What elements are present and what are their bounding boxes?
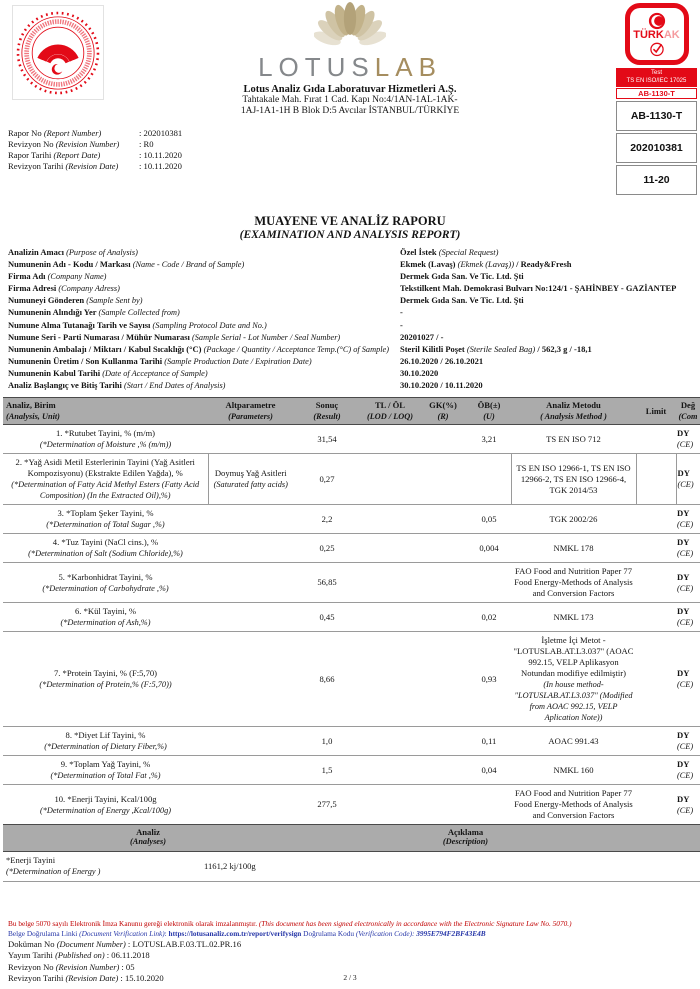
sample-info-value <box>400 355 700 367</box>
report-meta-row <box>8 139 700 150</box>
text-segment: Steril Kilitli Poşet <box>400 343 467 354</box>
ministry-seal <box>12 5 104 100</box>
text-segment: Dermek Gıda San. Ve Tic. Ltd. Şti <box>400 271 524 282</box>
analysis-lod-cell <box>361 632 419 727</box>
analysis-method-cell: TGK 2002/26 <box>511 505 636 534</box>
turkak-accreditation-block <box>616 3 697 195</box>
sample-info-label: Analizin Amacı (Purpose of Analysis) <box>8 247 138 257</box>
sample-info-value <box>400 294 700 306</box>
analysis-subparam-cell <box>208 756 293 785</box>
analysis-uncertainty-cell <box>467 454 511 505</box>
sample-info-label: Numunenin Ambalajı / Miktarı / Kabul Sıcaklığı (°C) (Package / Quantity / Acceptance Temp.(°C) of Sample) <box>8 343 389 354</box>
analysis-limit-cell <box>636 505 676 534</box>
report-title: MUAYENE VE ANALİZ RAPORU <box>254 214 446 228</box>
sample-info-value <box>400 343 700 355</box>
analysis-row <box>3 756 700 785</box>
document-meta-row: Revizyon No (Revision Number) : 05 <box>8 961 135 972</box>
report-code-boxes <box>616 101 697 195</box>
text-segment: (Verification Code): <box>355 929 415 938</box>
report-meta-row <box>8 150 700 161</box>
text-segment: 3995E794F2BF43E4B <box>416 929 486 938</box>
analysis-method-cell: FAO Food and Nutrition Paper 77 Food Energy-Methods of Analysis and Conversion Factors <box>511 785 636 825</box>
analysis-col-header: Analiz Metodu ( Analysis Method ) <box>511 398 636 425</box>
analysis-uncertainty-cell: 0,11 <box>467 727 511 756</box>
sample-info-value <box>400 246 700 258</box>
report-title-en: (EXAMINATION AND ANALYSIS REPORT) <box>239 229 461 241</box>
analysis-result-cell: 1,0 <box>293 727 361 756</box>
analysis-uncertainty-cell: 0,004 <box>467 534 511 563</box>
analysis-result-cell: 2,2 <box>293 505 361 534</box>
analysis-uncertainty-cell: 0,04 <box>467 756 511 785</box>
analysis-limit-cell <box>636 534 676 563</box>
analysis-result-cell: 0,27 <box>293 454 361 505</box>
report-meta-label: Revizyon Tarihi (Revision Date) <box>8 161 119 171</box>
analysis-col-header: Analiz, Birim (Analysis, Unit) <box>3 398 208 425</box>
text-segment: / 562,3 g / -18,1 <box>535 343 592 354</box>
analysis-name-cell: 9. *Toplam Yağ Tayini, % (*Determination of Total Fat ,%) <box>3 756 208 785</box>
analysis-subparam-cell <box>208 632 293 727</box>
analysis-subparam-cell: Doymuş Yağ Asitleri (Saturated fatty acids) <box>208 454 293 505</box>
report-meta-label: Revizyon No (Revision Number) <box>8 139 120 149</box>
analysis-lod-cell <box>361 727 419 756</box>
analysis-row <box>3 603 700 632</box>
sample-info-label: Numune Seri - Parti Numarası / Mühür Numarası (Sample Serial - Lot Number / Seal Number) <box>8 331 341 342</box>
text-segment: Ekmek (Lavaş) <box>400 259 458 270</box>
analysis-name-cell: 2. *Yağ Asidi Metil Esterlerinin Tayini (Yağ Asitleri Kompozisyonu) (Ekstrakte Edilen Yağda), % (*Determination of Fatty Acid Methyl Esters (Fatty Acid Composition) (In the Extracted Oil),%) <box>3 454 208 505</box>
analysis-eval-cell: DY (CE) <box>676 785 700 825</box>
analysis-col-header: Sonuç (Result) <box>293 398 361 425</box>
analysis-recovery-cell <box>419 785 467 825</box>
analysis-eval-cell: DY (CE) <box>677 428 694 450</box>
analysis-eval-cell: DY (CE) <box>676 505 700 534</box>
analysis-recovery-cell <box>419 756 467 785</box>
sample-info-label: Numunenin Adı - Kodu / Markası (Name - Code / Brand of Sample) <box>8 259 245 270</box>
analysis-col-header: Değ (Com <box>676 398 700 425</box>
analysis-method-cell: İşletme İçi Metot - "LOTUSLAB.AT.L3.037" (AOAC 992.15, VELP Aplikasyon Notundan modifiye edilmiştir) (In house method- "LOTUSLAB.AT.L3.037" (Modified from AOAC 992.15, VELP Aplication Note)) <box>511 632 636 727</box>
text-segment: Özel İstek <box>400 247 439 257</box>
analysis-name-cell: 5. *Karbonhidrat Tayini, % (*Determination of Carbohydrate ,%) <box>3 563 208 603</box>
analysis-row <box>3 785 700 825</box>
logo-word-lab: LAB <box>374 52 442 82</box>
analysis-uncertainty-cell <box>467 785 511 825</box>
analysis-result-cell: 277,5 <box>293 785 361 825</box>
logo-word-lotus: LOTUS <box>258 52 375 82</box>
sample-info-row <box>8 270 700 282</box>
report-meta-value: : 10.11.2020 <box>139 161 182 171</box>
text-segment: - <box>400 307 403 318</box>
analysis-lod-cell <box>361 785 419 825</box>
analysis-lod-cell <box>361 563 419 603</box>
company-address-line1: Tahtakale Mah. Fırat 1 Cad. Kapı No:4/1AN-1AL-1AK- <box>242 95 458 105</box>
analysis-method-cell: TS EN ISO 712 <box>546 433 601 444</box>
analysis-lod-cell <box>361 756 419 785</box>
sample-info-row <box>8 246 700 258</box>
analysis-name-cell: 4. *Tuz Tayini (NaCl cins.), % (*Determination of Salt (Sodium Chloride),%) <box>3 534 208 563</box>
analysis-subparam-cell <box>208 785 293 825</box>
report-meta <box>8 128 700 172</box>
text-segment: 20201027 / - <box>400 331 444 342</box>
turkak-wordmark: TÜRKAK <box>633 28 680 41</box>
sample-info-row <box>8 379 700 391</box>
text-segment: 30.10.2020 / 10.11.2020 <box>400 380 483 391</box>
analysis-row <box>3 727 700 756</box>
sample-info-value <box>400 319 700 331</box>
report-code-box: 202010381 <box>616 133 697 163</box>
analysis-name-cell: 7. *Protein Tayini, % (F:5,70) (*Determination of Protein,% (F:5,70)) <box>3 632 208 727</box>
analysis-subparam-cell <box>208 603 293 632</box>
report-meta-row <box>8 128 700 139</box>
report-code-box: 11-20 <box>616 165 697 195</box>
turkak-crescent-icon <box>648 12 666 30</box>
analysis-recovery-cell <box>419 727 467 756</box>
sample-info-label: Numune Alma Tutanağı Tarih ve Sayısı (Sampling Protocol Date and No.) <box>8 319 267 330</box>
report-meta-value: : R0 <box>139 139 154 149</box>
analysis-col-header: TL / ÖL (LOD / LOQ) <box>361 398 419 425</box>
sample-info-value <box>400 306 700 318</box>
analysis-method-cell: FAO Food and Nutrition Paper 77 Food Energy-Methods of Analysis and Conversion Factors <box>511 563 636 603</box>
analysis-recovery-cell <box>419 563 467 603</box>
sample-info-label: Numunenin Alındığı Yer (Sample Collected from) <box>8 307 180 318</box>
sample-info-value <box>400 367 700 379</box>
analysis-row <box>3 505 700 534</box>
notes-analysis-name: *Enerji Tayini (*Determination of Energy ) <box>6 855 101 877</box>
analysis-uncertainty-cell: 0,05 <box>467 505 511 534</box>
ministry-seal-icon <box>15 8 101 98</box>
sample-info-value <box>400 379 700 391</box>
analysis-recovery-cell <box>419 534 467 563</box>
text-segment: Tekstilkent Mah. Demokrasi Bulvarı No:124/1 - ŞAHİNBEY - GAZİANTEP <box>400 283 677 294</box>
analysis-limit-cell <box>636 632 676 727</box>
company-name: Lotus Analiz Gıda Laboratuvar Hizmetleri A.Ş. <box>243 84 457 95</box>
sample-info-value <box>400 258 700 270</box>
sample-info-label: Numuneyi Gönderen (Sample Sent by) <box>8 295 143 306</box>
text-segment: (Ekmek (Lavaş)) <box>457 259 515 270</box>
analysis-result-cell: 31,54 <box>317 433 337 444</box>
electronic-signature-note <box>8 919 572 928</box>
analysis-uncertainty-cell: 3,21 <box>481 433 497 444</box>
sample-info-label: Numunenin Üretim / Son Kullanma Tarihi (Sample Production Date / Expiration Date) <box>8 355 312 366</box>
company-address-line2: 1AJ-1A1-1H B Blok D:5 Avcılar İSTANBUL/TÜRKİYE <box>240 106 460 116</box>
text-segment: Dermek Gıda San. Ve Tic. Ltd. Şti <box>400 295 524 306</box>
report-meta-label: Rapor No (Report Number) <box>8 128 102 138</box>
text-segment: Belge Doğrulama Linki <box>8 929 80 938</box>
report-code-box: AB-1130-T <box>616 101 697 131</box>
analysis-method-cell: AOAC 991.43 <box>511 727 636 756</box>
analysis-eval-cell: DY (CE) <box>676 727 700 756</box>
text-segment: / Ready&Fresh <box>514 259 572 270</box>
sample-info-row <box>8 331 700 343</box>
analysis-result-cell: 0,25 <box>293 534 361 563</box>
notes-description: 1161,2 kj/100g <box>204 861 256 872</box>
notes-table-header <box>3 824 700 852</box>
report-meta-value: : 10.11.2020 <box>139 150 182 160</box>
text-segment: Doğrulama Kodu <box>301 929 356 938</box>
sample-info-row <box>8 343 700 355</box>
document-meta-row: Revizyon Tarihi (Revision Date) : 15.10.2020 <box>8 973 164 984</box>
analysis-recovery-cell <box>419 632 467 727</box>
analysis-uncertainty-cell <box>467 563 511 603</box>
sample-info <box>8 246 700 391</box>
analysis-subparam-cell <box>208 534 293 563</box>
analysis-eval-cell: DY (CE) <box>676 534 700 563</box>
text-segment: 26.10.2020 / 26.10.2021 <box>400 355 484 366</box>
document-meta-row: Yayım Tarihi (Published on) : 06.11.2018 <box>8 950 150 961</box>
analysis-recovery-cell <box>419 505 467 534</box>
analysis-name-cell: 8. *Diyet Lif Tayini, % (*Determination of Dietary Fiber,%) <box>3 727 208 756</box>
analysis-result-cell: 0,45 <box>293 603 361 632</box>
analysis-eval-cell: DY (CE) <box>676 603 700 632</box>
sample-info-label: Firma Adı (Company Name) <box>8 271 107 282</box>
analysis-result-cell: 1,5 <box>293 756 361 785</box>
text-segment: (Document Verification Link) <box>79 929 165 938</box>
notes-header-analysis: Analiz (Analyses) <box>130 827 166 847</box>
analysis-lod-cell <box>361 534 419 563</box>
analysis-subparam-cell <box>208 425 293 454</box>
analysis-row <box>3 632 700 727</box>
analysis-recovery-cell <box>419 425 467 454</box>
sample-info-row <box>8 294 700 306</box>
text-segment: (This document has been signed electronically in accordance with the Electronic Signature Law No. 5070.) <box>258 919 572 928</box>
analysis-eval-cell: DY (CE) <box>676 756 700 785</box>
verification-link[interactable]: https://lotusanaliz.com.tr/report/verifysign <box>168 929 302 938</box>
sample-info-row <box>8 319 700 331</box>
analysis-limit-cell <box>636 425 676 454</box>
lotus-flower-icon <box>314 2 386 48</box>
analysis-name-cell: 10. *Enerji Tayini, Kcal/100g (*Determination of Energy ,Kcal/100g) <box>3 785 208 825</box>
analysis-eval-cell: DY (CE) <box>676 563 700 603</box>
analysis-method-cell: NMKL 173 <box>511 603 636 632</box>
turkak-scope-banner: Test TS EN ISO/IEC 17025 <box>616 68 697 87</box>
analysis-limit-cell <box>636 785 676 825</box>
report-meta-row <box>8 161 700 172</box>
analysis-result-cell: 56,85 <box>293 563 361 603</box>
text-segment: : <box>164 929 169 938</box>
analysis-limit-cell <box>636 756 676 785</box>
sample-info-row <box>8 355 700 367</box>
analysis-table-head-row <box>3 398 700 425</box>
report-meta-value: : 202010381 <box>139 128 183 138</box>
analysis-lod-cell <box>361 454 419 505</box>
analysis-col-header: ÖB(±) (U) <box>467 398 511 425</box>
text-segment: Bu belge 5070 sayılı Elektronik İmza Kanunu gereği elektronik olarak imzalanmıştır. <box>8 919 259 928</box>
lotuslab-logo <box>218 54 482 80</box>
sample-info-row <box>8 306 700 318</box>
analysis-method-cell: NMKL 160 <box>511 756 636 785</box>
report-meta-label: Rapor Tarihi (Report Date) <box>8 150 101 160</box>
analysis-table <box>3 397 700 824</box>
sample-info-row <box>8 258 700 270</box>
sample-info-label: Firma Adresi (Company Adress) <box>8 283 120 294</box>
text-segment: - <box>400 319 403 330</box>
sample-info-value <box>400 331 700 343</box>
sample-info-row <box>8 282 700 294</box>
analysis-subparam-cell <box>208 563 293 603</box>
text-segment: 30.10.2020 <box>400 367 439 378</box>
analysis-row <box>3 563 700 603</box>
analysis-row <box>3 534 700 563</box>
analysis-name-cell: 6. *Kül Tayini, % (*Determination of Ash,%) <box>3 603 208 632</box>
analysis-name-cell: 3. *Toplam Şeker Tayini, % (*Determination of Total Sugar ,%) <box>3 505 208 534</box>
analysis-limit-cell <box>636 563 676 603</box>
analysis-row <box>3 454 700 505</box>
document-meta-row: Doküman No (Document Number) : LOTUSLAB.F.03.TL.02.PR.16 <box>8 939 242 949</box>
analysis-subparam-cell <box>208 727 293 756</box>
sample-info-row <box>8 367 700 379</box>
analysis-name-cell: 1. *Rutubet Tayini, % (m/m) (*Determination of Moisture ,% (m/m)) <box>39 428 172 450</box>
analysis-lod-cell <box>361 425 419 454</box>
analysis-eval-cell: DY (CE) <box>676 632 700 727</box>
analysis-col-header: Altparametre (Parameters) <box>208 398 293 425</box>
analysis-limit-cell <box>636 454 676 505</box>
analysis-eval-cell: DY (CE) <box>676 454 700 505</box>
page-number: 2 / 3 <box>343 973 357 982</box>
notes-row <box>3 852 700 882</box>
turkak-logo <box>625 3 689 65</box>
analysis-method-cell: NMKL 178 <box>511 534 636 563</box>
text-segment: (Special Request) <box>438 247 499 257</box>
text-segment: (Sterile Sealed Bag) <box>466 343 536 354</box>
sample-info-value <box>400 270 700 282</box>
lab-brand-block <box>218 2 482 117</box>
notes-header-description: Açıklama (Description) <box>442 827 489 847</box>
analysis-limit-cell <box>636 603 676 632</box>
analysis-limit-cell <box>636 727 676 756</box>
analysis-method-cell: TS EN ISO 12966-1, TS EN ISO 12966-2, TS EN ISO 12966-4, TGK 2014/53 <box>511 454 636 505</box>
turkak-accreditation-number: AB-1130-T <box>616 88 697 99</box>
sample-info-label: Analiz Başlangıç ve Bitiş Tarihi (Start / End Dates of Analysis) <box>8 380 226 391</box>
analysis-recovery-cell <box>419 454 467 505</box>
analysis-row <box>3 425 700 454</box>
verification-line <box>8 929 486 938</box>
analysis-uncertainty-cell: 0,02 <box>467 603 511 632</box>
analysis-uncertainty-cell: 0,93 <box>467 632 511 727</box>
analysis-lod-cell <box>361 603 419 632</box>
analysis-lod-cell <box>361 505 419 534</box>
sample-info-label: Numunenin Kabul Tarihi (Date of Acceptance of Sample) <box>8 367 208 378</box>
analysis-col-header: Limit <box>636 398 676 425</box>
analysis-col-header: GK(%) (R) <box>419 398 467 425</box>
sample-info-value <box>400 282 700 294</box>
analysis-recovery-cell <box>419 603 467 632</box>
analysis-subparam-cell <box>208 505 293 534</box>
turkak-check-icon <box>649 41 665 57</box>
analysis-result-cell: 8,66 <box>293 632 361 727</box>
